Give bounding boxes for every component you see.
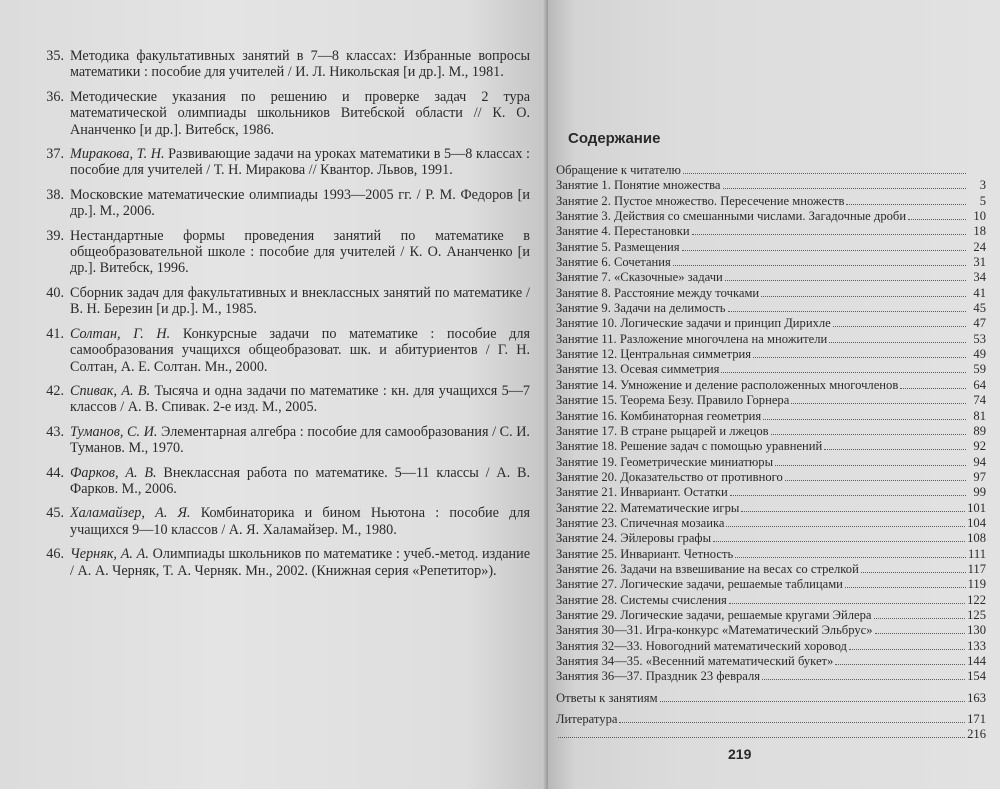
reference-number: 39. (46, 227, 64, 244)
toc-entry-label: Занятие 11. Разложение многочлена на множители (556, 331, 828, 346)
reference-item (40, 505, 530, 538)
reference-body: Методические указания по решению и проверке задач 2 тура математической олимпиады школьников Витебской области // К. О. Ананченко [и др.]. Витебск, 1986. (70, 88, 530, 138)
toc-entry-page: 99 (973, 485, 986, 500)
toc-entry-page: 122 (967, 592, 986, 607)
toc-entry-page: 81 (973, 408, 986, 423)
reference-number: 40. (46, 284, 64, 301)
toc-entry-page: 104 (967, 515, 986, 530)
toc-entry-label: Занятие 1. Понятие множества (556, 178, 721, 193)
toc-entry-label: Занятия 30—31. Игра-конкурс «Математический Эльбрус» (556, 623, 873, 638)
toc-entry-page: 119 (967, 577, 986, 592)
toc-entry-page: 53 (973, 331, 986, 346)
toc-entry-page: 3 (979, 178, 986, 193)
toc-entry-page: 117 (967, 561, 986, 576)
reference-number: 35. (46, 48, 64, 64)
reference-number: 36. (46, 88, 64, 105)
toc-entry-label: Занятие 8. Расстояние между точками (556, 285, 760, 300)
toc-leader-dots (761, 286, 966, 297)
toc-entry (556, 224, 986, 239)
toc-leader-dots (861, 562, 966, 573)
toc-entry-page: 89 (973, 423, 986, 438)
page-number: 219 (728, 746, 752, 762)
toc-leader-dots (660, 691, 966, 702)
toc-leader-dots (692, 224, 966, 235)
reference-text (70, 505, 530, 538)
toc-leader-dots (619, 712, 965, 723)
toc-leader-dots (728, 301, 966, 312)
toc-entry-page: 133 (967, 638, 986, 653)
reference-author: Миракова, Т. Н. (70, 146, 165, 163)
toc-entry (556, 286, 986, 301)
toc-entry-label: Занятие 14. Умножение и деление расположенных многочленов (556, 377, 899, 392)
toc-leader-dots (682, 240, 966, 251)
toc-entry-page: 31 (973, 255, 986, 270)
toc-leader-dots (875, 623, 966, 634)
toc-entry-label: Занятие 25. Инвариант. Четность (556, 546, 734, 561)
reference-number: 37. (46, 146, 64, 163)
toc-entry-page: 144 (967, 654, 986, 668)
toc-entry-label: Занятие 5. Размещения (556, 239, 680, 254)
toc-entry (556, 691, 986, 706)
toc-leader-dots (735, 547, 966, 558)
toc-entry (556, 255, 986, 270)
toc-entry (556, 409, 986, 424)
toc-entry (556, 712, 986, 727)
toc-entry-page: 10 (973, 209, 986, 224)
reference-item (40, 383, 530, 416)
toc-entry (556, 470, 986, 485)
toc-entry-label: Литература (556, 712, 618, 727)
toc-leader-dots (900, 378, 966, 389)
toc-leader-dots (775, 455, 966, 466)
reference-text (70, 146, 530, 179)
toc-entry (556, 727, 986, 742)
toc-entry-label: Занятие 26. Задачи на взвешивание на весах со стрелкой (556, 561, 859, 576)
toc-entry-label: Занятие 13. Осевая симметрия (556, 362, 720, 377)
toc-entry-label: Занятие 29. Логические задачи, решаемые кругами Эйлера (556, 607, 872, 622)
toc-entry-page: 101 (967, 500, 986, 515)
toc-entry (556, 516, 986, 531)
toc-leader-dots (673, 255, 966, 266)
reference-body: Внеклассная работа по математике. 5—11 классы / А. В. Фарков. М., 2006. (70, 464, 530, 497)
toc-leader-dots (833, 316, 966, 327)
reference-text (70, 383, 530, 416)
reference-body: Конкурсные задачи по математике : пособие для самообразования учащихся общеобразоват. шк. и абитуриентов / Г. Н. Солтан, А. Е. Солтан. Мн., 2000. (70, 325, 530, 375)
toc-entry (556, 562, 986, 577)
reference-item (40, 424, 530, 457)
reference-text (70, 546, 530, 579)
toc-entry-page: 92 (973, 439, 986, 454)
reference-body: Московские математические олимпиады 1993—2005 гг. / Р. М. Федоров [и др.]. М., 2006. (70, 186, 530, 220)
reference-text (70, 285, 530, 318)
reference-item (40, 285, 530, 318)
toc-entry-page: 97 (973, 469, 986, 484)
toc-entry-label: Занятие 17. В стране рыцарей и лжецов (556, 423, 769, 438)
reference-item (40, 146, 530, 179)
toc-entry-label: Ответы к занятиям (556, 690, 658, 705)
reference-author: Черняк, А. А. (70, 546, 149, 563)
toc-entry (556, 316, 986, 331)
toc-entry-page: 47 (973, 316, 986, 331)
toc-entry-page: 24 (973, 239, 986, 254)
reference-body: Методика факультативных занятий в 7—8 классах: Избранные вопросы математики : пособие для учителей / И. Л. Никольская [и др.]. М., 1981. (70, 48, 530, 81)
reference-author: Фарков, А. В. (70, 464, 157, 481)
toc-entry (556, 194, 986, 209)
reference-body: Нестандартные формы проведения занятий по математике в общеобразовательной школе : пособие для учителей / К. О. Ананченко [и др.]. Витебск, 1996. (70, 227, 530, 277)
toc-entry (556, 332, 986, 347)
toc-entry-page: 45 (973, 301, 986, 316)
reference-item (40, 187, 530, 220)
toc-entry (556, 501, 986, 516)
toc-entry-label: Занятие 22. Математические игры (556, 500, 740, 515)
toc-entry (556, 378, 986, 393)
toc-title: Содержание (568, 130, 661, 147)
toc-entry-label: Занятия 32—33. Новогодний математический хоровод (556, 638, 847, 653)
toc-leader-dots (763, 409, 966, 420)
toc-entry (556, 301, 986, 316)
toc-entry (556, 485, 986, 500)
reference-number: 38. (46, 186, 64, 203)
toc-entry (556, 654, 986, 669)
toc-entry (556, 455, 986, 470)
toc-leader-dots (713, 531, 965, 542)
reference-text (70, 465, 530, 498)
toc-entry-page: 34 (973, 270, 986, 285)
toc-entry (556, 362, 986, 377)
toc-leader-dots (762, 669, 965, 680)
toc-entry-label: Занятие 9. Задачи на делимость (556, 301, 726, 316)
reference-text (70, 326, 530, 375)
reference-number: 41. (46, 325, 64, 342)
toc-leader-dots (726, 516, 965, 527)
toc-entry-page: 171 (967, 712, 986, 727)
toc-entry (556, 531, 986, 546)
reference-item (40, 465, 530, 498)
toc-entry (556, 424, 986, 439)
reference-text (70, 89, 530, 138)
reference-item (40, 326, 530, 375)
toc-leader-dots (845, 577, 966, 588)
toc-leader-dots (558, 727, 965, 738)
reference-text (70, 424, 530, 457)
toc-entry-label: Занятие 16. Комбинаторная геометрия (556, 408, 762, 423)
toc-entry (556, 163, 986, 178)
toc-entry (556, 593, 986, 608)
toc-entry-page: 108 (967, 531, 986, 546)
reference-author: Солтан, Г. Н. (70, 325, 171, 342)
reference-body: Развивающие задачи на уроках математики в 5—8 классах : пособие для учителей / Т. Н. Миракова // Квантор. Львов, 1991. (70, 146, 530, 179)
reference-author: Туманов, С. И. (70, 423, 158, 440)
toc-entry-page: 64 (973, 377, 986, 392)
toc-entry (556, 669, 986, 684)
references-list (40, 48, 530, 579)
toc-entry (556, 240, 986, 255)
toc-leader-dots (829, 332, 966, 343)
reference-number: 44. (46, 464, 64, 481)
toc-entry-page: 94 (973, 454, 986, 469)
reference-text (70, 48, 530, 81)
toc-entry-page: 111 (968, 546, 986, 561)
toc-entry (556, 547, 986, 562)
reference-body: Олимпиады школьников по математике : учеб.-метод. издание / А. А. Черняк, Т. А. Черняк. Мн., 2002. (Книжная серия «Репетитор»). (70, 546, 530, 579)
toc-entry-label: Занятие 10. Логические задачи и принцип Дирихле (556, 316, 831, 331)
toc-entry-label: Занятие 12. Центральная симметрия (556, 347, 752, 362)
reference-number: 45. (46, 505, 64, 522)
toc-entry-label: Занятие 23. Спичечная мозаика (556, 515, 725, 530)
toc-leader-dots (846, 194, 966, 205)
reference-number: 43. (46, 423, 64, 440)
toc-entry-label: Занятие 4. Перестановки (556, 224, 690, 239)
reference-text (70, 228, 530, 277)
toc-entry-label: Обращение к читателю (556, 163, 681, 177)
toc-leader-dots (874, 608, 966, 619)
toc-leader-dots (729, 593, 965, 604)
toc-entry-page: 130 (967, 623, 986, 638)
reference-text (70, 187, 530, 220)
toc-entry-label: Занятие 6. Сочетания (556, 255, 671, 270)
reference-body: Элементарная алгебра : пособие для самообразования / С. И. Туманов. М., 1970. (70, 423, 530, 457)
toc-leader-dots (908, 209, 966, 220)
toc-entry-label: Занятие 24. Эйлеровы графы (556, 531, 712, 546)
reference-body: Комбинаторика и бином Ньютона : пособие для учащихся 9—10 классов / А. Я. Халамайзер. М., 1980. (70, 505, 530, 538)
reference-item (40, 48, 530, 81)
toc-entry-page: 216 (967, 727, 986, 742)
toc-entry-label: Занятие 20. Доказательство от противного (556, 469, 783, 484)
toc-entry (556, 623, 986, 638)
toc-leader-dots (741, 501, 965, 512)
toc-leader-dots (785, 470, 966, 481)
toc-leader-dots (723, 178, 966, 189)
toc-entry (556, 608, 986, 623)
toc-entry-label: Занятие 27. Логические задачи, решаемые таблицами (556, 577, 843, 592)
toc-entry (556, 347, 986, 362)
toc-leader-dots (683, 163, 966, 174)
toc-entry (556, 270, 986, 285)
toc-list (556, 163, 986, 743)
toc-entry-label: Занятия 34—35. «Весенний математический букет» (556, 654, 834, 668)
toc-leader-dots (721, 362, 966, 373)
toc-leader-dots (725, 270, 966, 281)
toc-entry (556, 639, 986, 654)
toc-entry-label: Занятие 28. Системы счисления (556, 592, 727, 607)
toc-entry-label: Занятие 21. Инвариант. Остатки (556, 485, 728, 500)
toc-leader-dots (730, 485, 966, 496)
toc-entry-page: 59 (973, 362, 986, 377)
toc-entry-page: 154 (967, 669, 986, 684)
reference-body: Тысяча и одна задачи по математике : кн. для учащихся 5—7 классов / А. В. Спивак. 2-е изд. М., 2005. (70, 382, 530, 416)
toc-entry (556, 178, 986, 193)
toc-leader-dots (771, 424, 966, 435)
toc-entry-label: Занятие 15. Теорема Безу. Правило Горнера (556, 393, 790, 408)
toc-entry-page: 74 (973, 393, 986, 408)
toc-entry (556, 439, 986, 454)
reference-author: Халамайзер, А. Я. (70, 505, 191, 522)
toc-entry-label: Занятие 3. Действия со смешанными числами. Загадочные дроби (556, 209, 907, 224)
toc-entry-page: 41 (973, 285, 986, 300)
toc-entry-page: 49 (973, 347, 986, 362)
toc-entry (556, 209, 986, 224)
reference-item (40, 89, 530, 138)
toc-leader-dots (849, 639, 965, 650)
toc-entry-page: 18 (973, 224, 986, 239)
reference-body: Сборник задач для факультативных и внеклассных занятий по математике / В. Н. Березин [и др.]. М., 1985. (70, 284, 530, 318)
toc-entry-label: Занятие 18. Решение задач с помощью уравнений (556, 439, 823, 454)
right-page (548, 0, 1000, 789)
reference-item (40, 546, 530, 579)
toc-leader-dots (824, 439, 966, 450)
toc-leader-dots (791, 393, 966, 404)
toc-entry-label: Занятие 7. «Сказочные» задачи (556, 270, 723, 285)
toc-entry-label: Занятие 19. Геометрические миниатюры (556, 454, 774, 469)
reference-number: 42. (46, 382, 64, 399)
toc-entry-page: 163 (967, 690, 986, 705)
toc-leader-dots (835, 654, 965, 665)
toc-entry-page: 125 (967, 607, 986, 622)
reference-item (40, 228, 530, 277)
toc-entry-label: Занятия 36—37. Праздник 23 февраля (556, 669, 761, 684)
reference-number: 46. (46, 546, 64, 563)
toc-entry (556, 577, 986, 592)
toc-leader-dots (753, 347, 966, 358)
toc-entry-page: 5 (979, 193, 986, 208)
reference-author: Спивак, А. В. (70, 382, 151, 399)
toc-entry (556, 393, 986, 408)
toc-entry-label: Занятие 2. Пустое множество. Пересечение множеств (556, 193, 845, 208)
